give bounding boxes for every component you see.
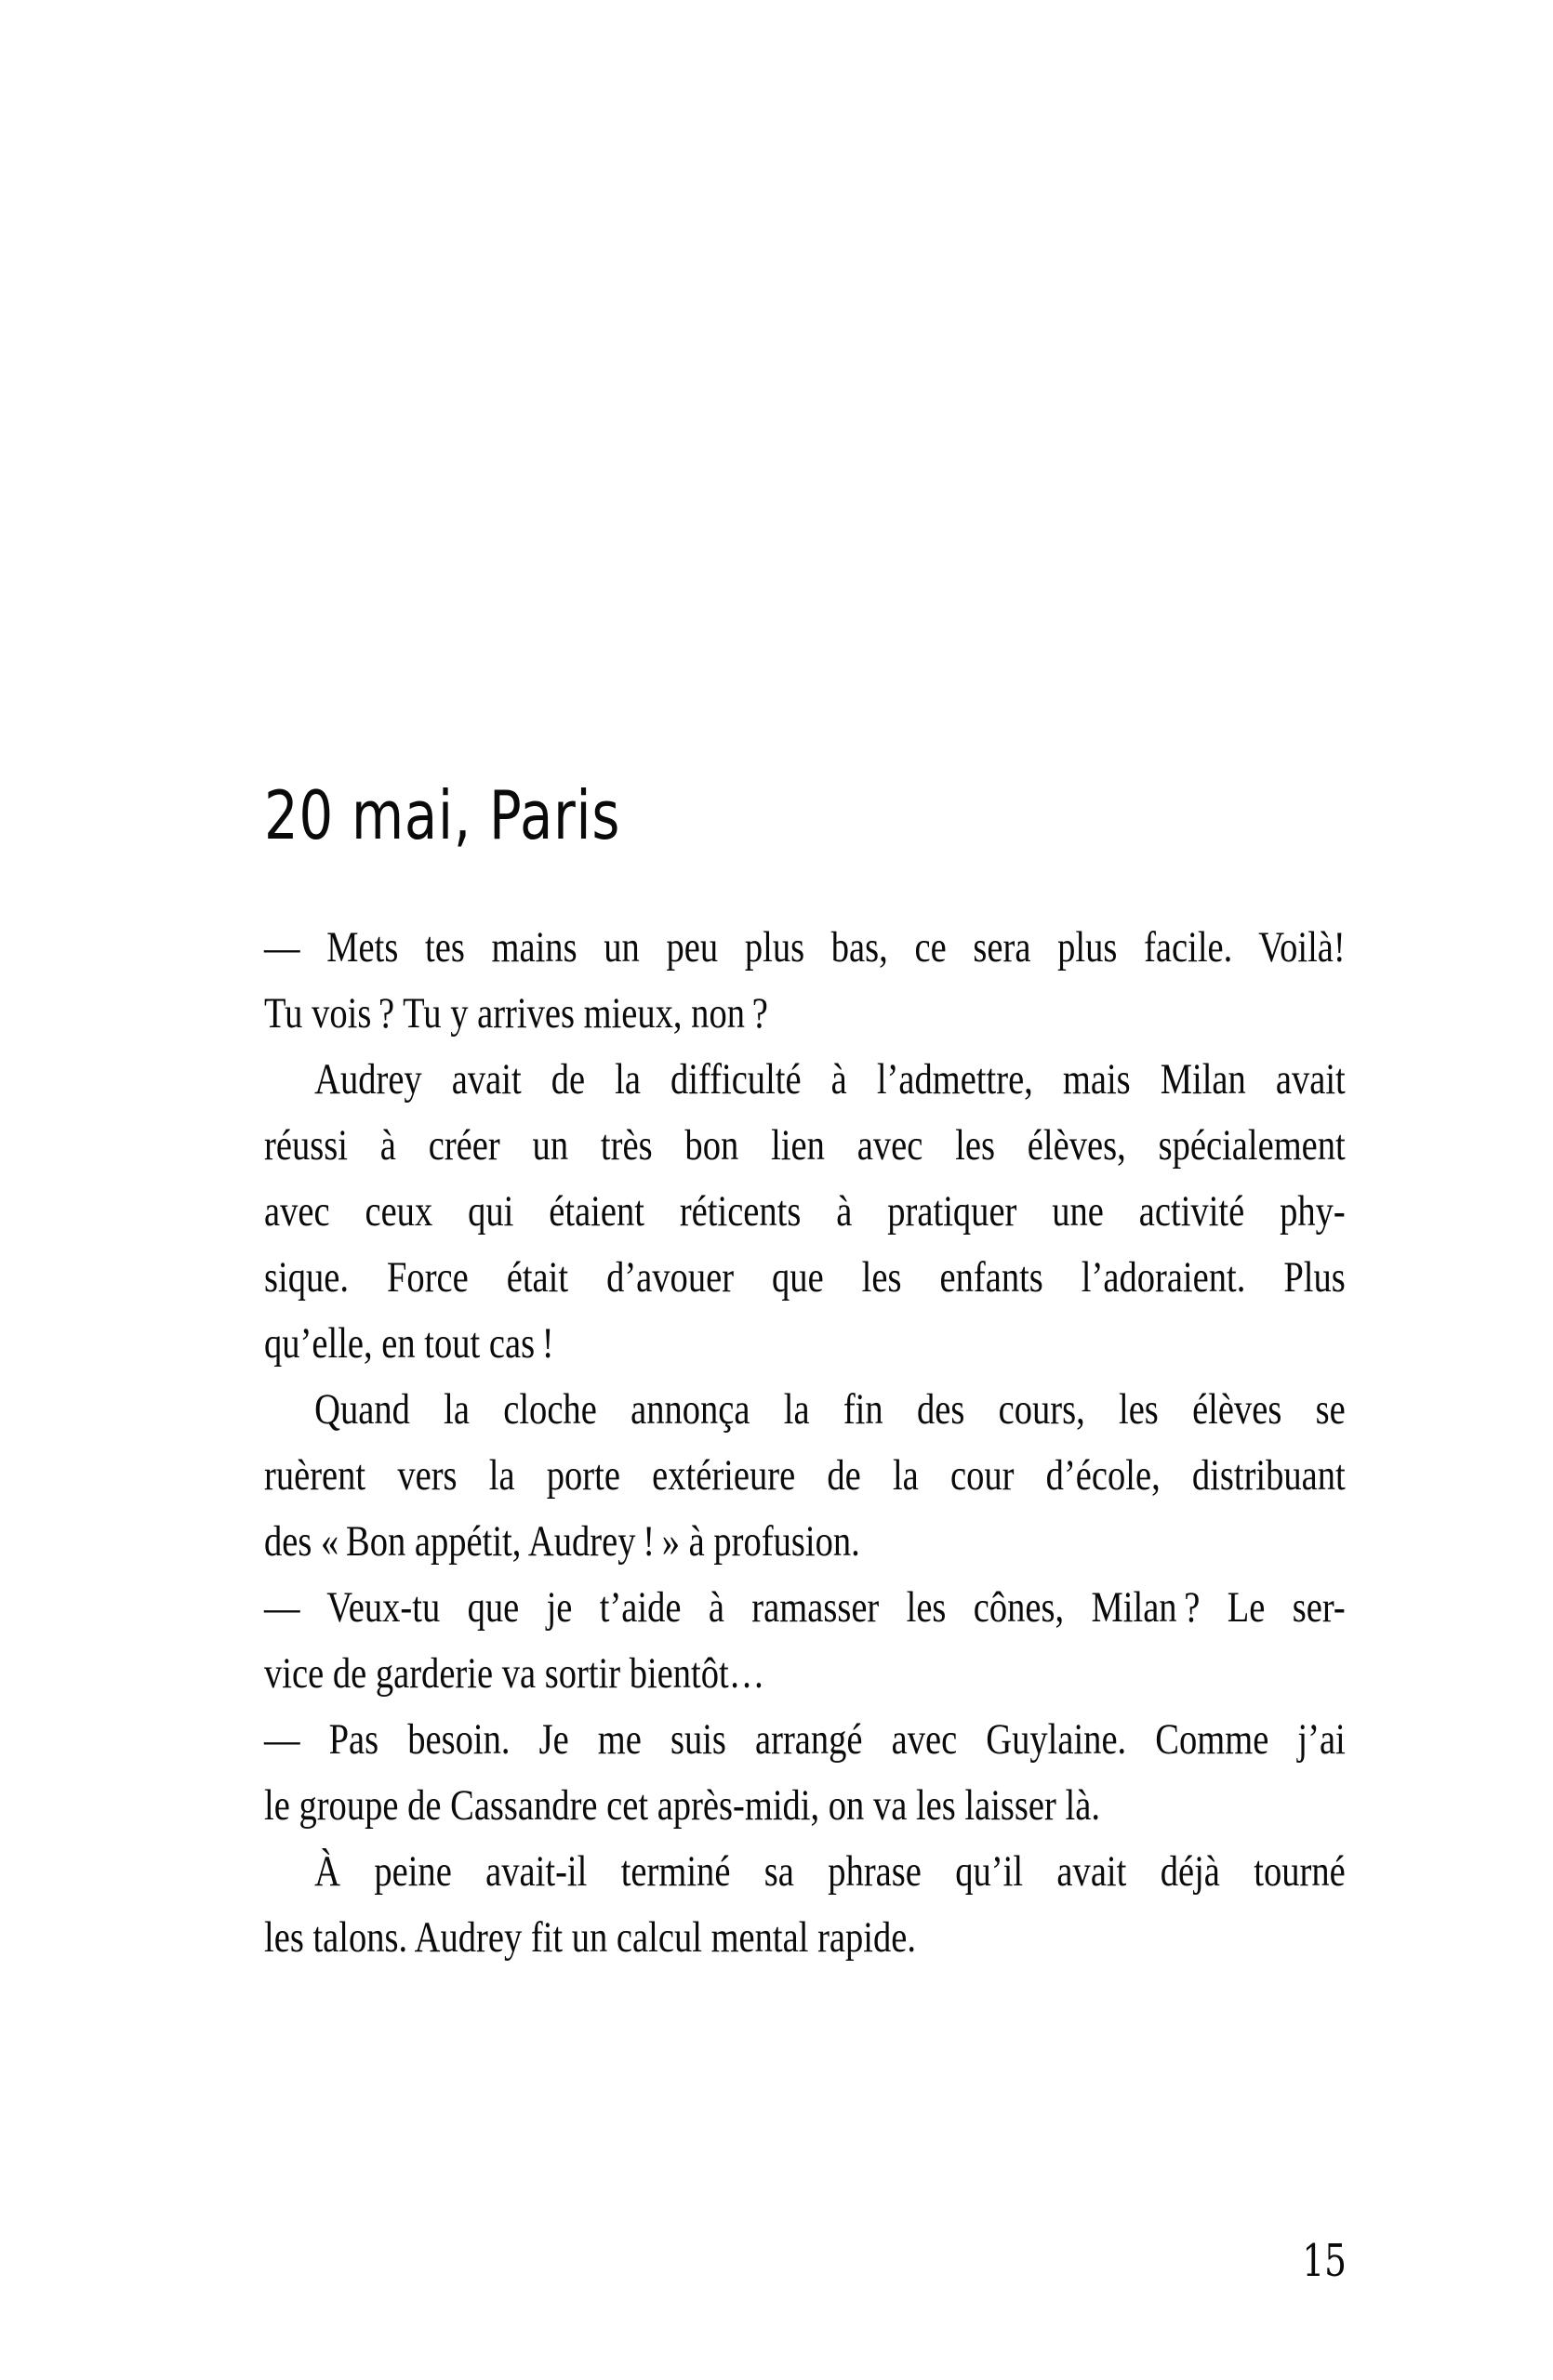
body-line: vice de garderie va sortir bientôt…: [264, 1649, 765, 1698]
chapter-date-heading: 20 mai, Paris: [264, 776, 621, 854]
body-line: — Mets tes mains un peu plus bas, ce sera plus facile. Voilà!: [264, 923, 1346, 972]
body-line: réussi à créer un très bon lien avec les élèves, spécialement: [264, 1121, 1346, 1170]
body-line: les talons. Audrey fit un calcul mental rapide.: [264, 1913, 917, 1962]
page-number: 15: [1302, 2235, 1347, 2287]
body-text: [264, 915, 1346, 1971]
body-line: — Pas besoin. Je me suis arrangé avec Guylaine. Comme j’ai: [264, 1715, 1346, 1764]
body-line: Tu vois ? Tu y arrives mieux, non ?: [264, 989, 768, 1038]
body-line: Quand la cloche annonça la fin des cours, les élèves se: [314, 1385, 1346, 1434]
body-line: — Veux-tu que je t’aide à ramasser les cônes, Milan ? Le ser-: [264, 1583, 1346, 1632]
body-line: qu’elle, en tout cas !: [264, 1319, 554, 1368]
body-line: ruèrent vers la porte extérieure de la cour d’école, distribuant: [264, 1451, 1346, 1500]
body-line: À peine avait-il terminé sa phrase qu’il avait déjà tourné: [314, 1847, 1346, 1896]
body-line: le groupe de Cassandre cet après-midi, on va les laisser là.: [264, 1781, 1100, 1830]
body-line: avec ceux qui étaient réticents à pratiquer une activité phy-: [264, 1187, 1346, 1236]
body-line: Audrey avait de la difficulté à l’admettre, mais Milan avait: [314, 1055, 1346, 1104]
body-line: des « Bon appétit, Audrey ! » à profusion.: [264, 1517, 860, 1566]
body-line: sique. Force était d’avouer que les enfants l’adoraient. Plus: [264, 1253, 1346, 1302]
